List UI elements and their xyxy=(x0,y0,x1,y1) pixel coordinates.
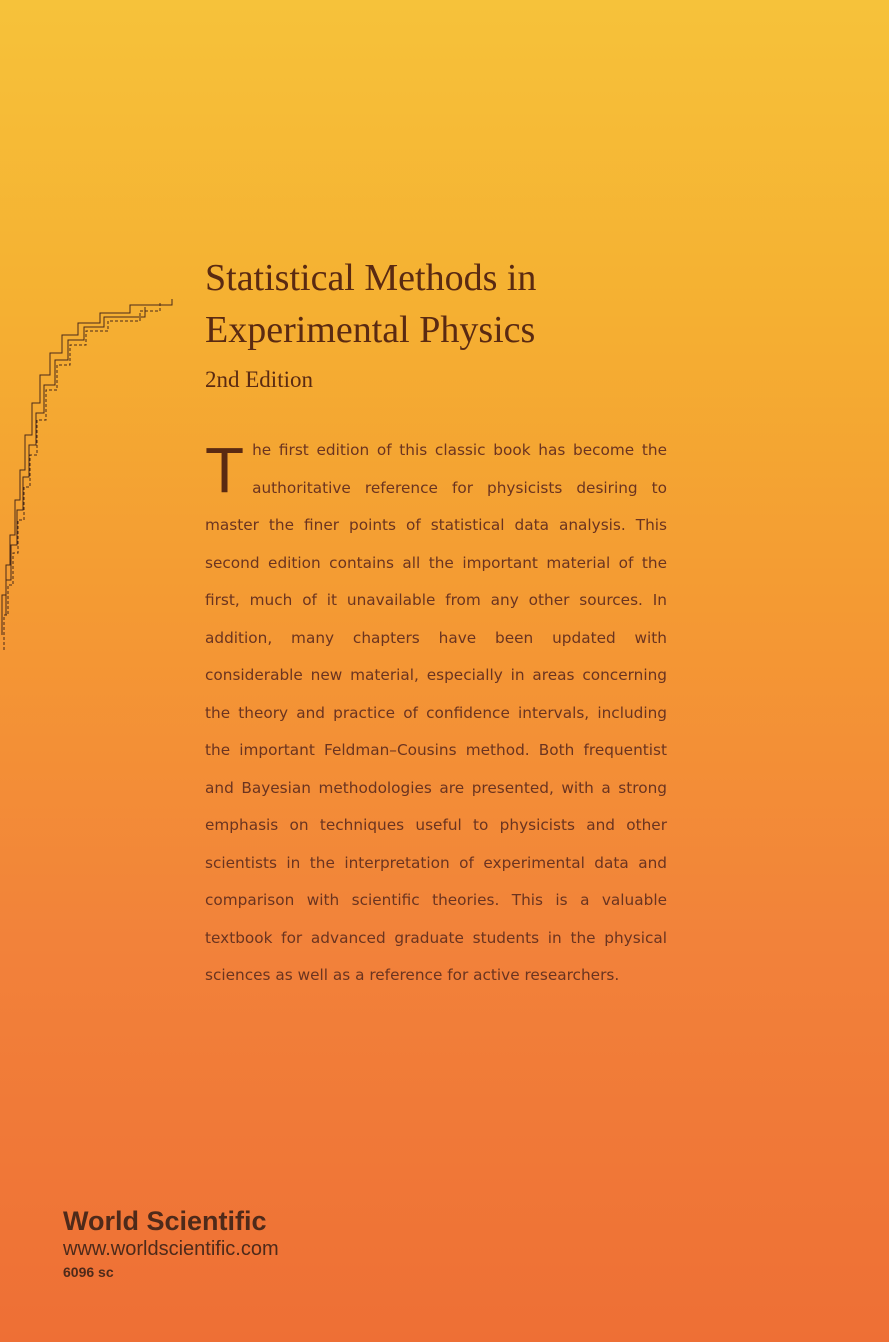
publisher-url: www.worldscientific.com xyxy=(63,1238,279,1260)
step-line-1 xyxy=(2,299,172,635)
edition-label: 2nd Edition xyxy=(205,367,313,392)
catalog-code: 6096 sc xyxy=(63,1264,114,1280)
publisher-name: World Scientific xyxy=(63,1206,267,1236)
book-title xyxy=(205,252,725,356)
drop-cap: T xyxy=(205,434,245,506)
description-text: he first edition of this classic book has become the authoritative reference for physicists desiring to master the finer points of statistical data analysis. This second edition contains all the important material of the first, much of it unavailable from any other sources. In addition, many chapters have been updated with considerable new material, especially in areas concerning the theory and practice of confidence intervals, including the important Feldman–Cousins method. Both frequentist and Bayesian methodologies are presented, with a strong emphasis on techniques useful to physicists and other scientists in the interpretation of experimental data and comparison with scientific theories. This is a valuable textbook for advanced graduate students in the physical sciences as well as a reference for active researchers. xyxy=(205,441,667,984)
title-line-2: Experimental Physics xyxy=(205,309,536,351)
step-plot-illustration xyxy=(0,295,180,655)
title-line-1: Statistical Methods in xyxy=(205,257,537,299)
step-line-3 xyxy=(6,307,145,615)
book-description xyxy=(205,432,667,995)
publisher-block xyxy=(63,1205,279,1283)
